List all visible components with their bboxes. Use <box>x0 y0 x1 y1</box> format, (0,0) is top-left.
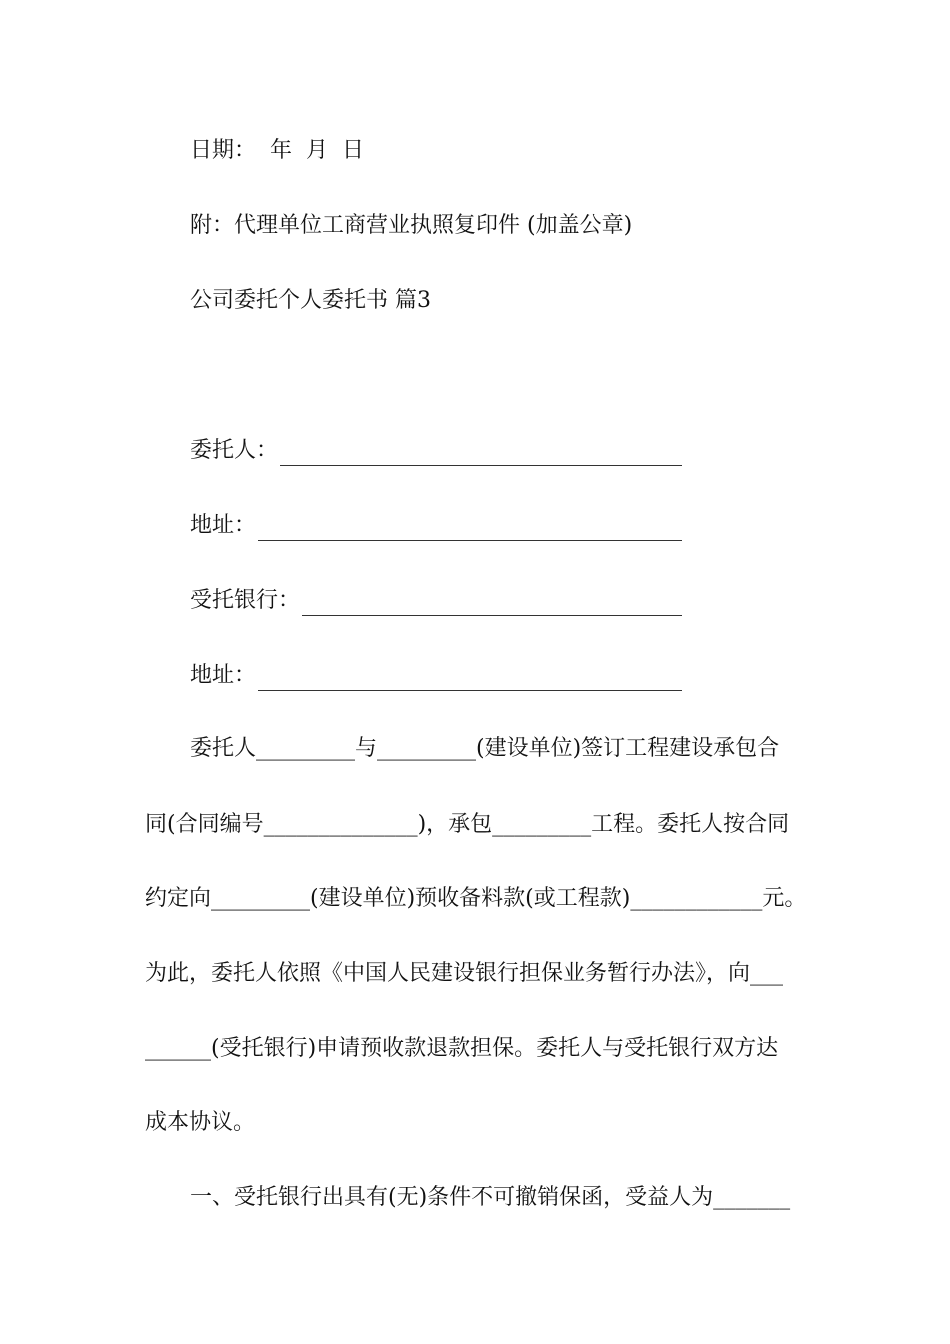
bank-address-blank <box>258 670 682 691</box>
body-line: 一、受托银行出具有(无)条件不可撤销保函，受益人为_______ <box>190 1185 791 1210</box>
section-title: 公司委托个人委托书 篇3 <box>190 288 431 313</box>
client-address-blank <box>258 520 682 541</box>
client-address-field <box>190 511 682 541</box>
date-line: 日期： 年 月 日 <box>190 138 364 163</box>
bank-field <box>190 586 682 616</box>
body-line: 成本协议。 <box>145 1110 256 1135</box>
body-line: 委托人_________与_________(建设单位)签订工程建设承包合 <box>190 736 780 761</box>
bank-address-label: 地址： <box>190 663 257 688</box>
client-blank <box>280 445 682 466</box>
client-label: 委托人： <box>190 438 279 463</box>
body-line: 同(合同编号______________)，承包_________工程。委托人按合同 <box>145 812 790 837</box>
bank-blank <box>302 595 682 616</box>
body-line: ______(受托银行)申请预收款退款担保。委托人与受托银行双方达 <box>145 1036 779 1061</box>
bank-label: 受托银行： <box>190 588 301 613</box>
client-address-label: 地址： <box>190 513 257 538</box>
body-line: 为此，委托人依照《中国人民建设银行担保业务暂行办法》，向___ <box>145 961 784 986</box>
body-line: 约定向_________(建设单位)预收备料款(或工程款)____________元。 <box>145 886 807 911</box>
attachment-note: 附：代理单位工商营业执照复印件 (加盖公章) <box>190 213 633 238</box>
bank-address-field <box>190 661 682 691</box>
client-field <box>190 436 682 466</box>
